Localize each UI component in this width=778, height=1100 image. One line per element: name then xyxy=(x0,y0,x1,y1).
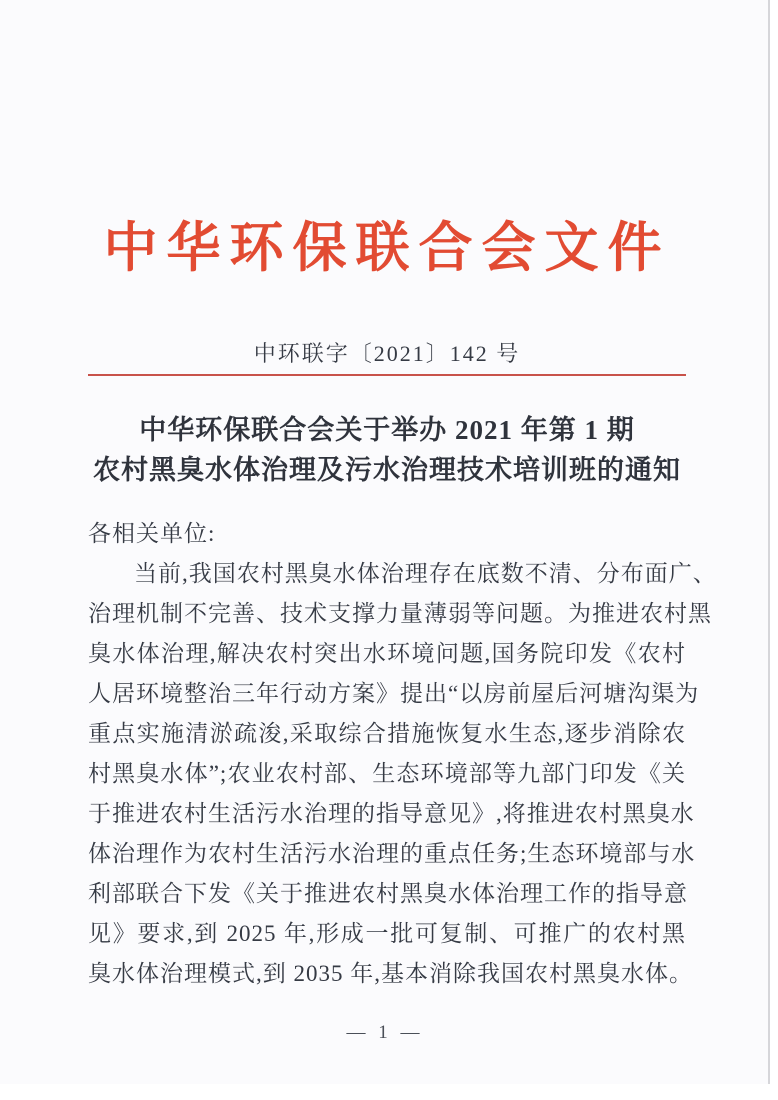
red-divider-line xyxy=(88,374,686,376)
document-number: 中环联字〔2021〕142 号 xyxy=(253,341,521,366)
body-line: 治理机制不完善、技术支撑力量薄弱等问题。为推进农村黑 xyxy=(88,601,712,626)
page-number: — 1 — xyxy=(346,1022,424,1043)
document-title-line-2: 农村黑臭水体治理及污水治理技术培训班的通知 xyxy=(93,455,681,485)
document-header-title: 中华环保联合会文件 xyxy=(103,218,671,278)
document-body xyxy=(88,514,717,994)
document-title xyxy=(88,410,686,490)
body-line: 臭水体治理,解决农村突出水环境问题,国务院印发《农村 xyxy=(88,641,686,666)
body-line: 利部联合下发《关于推进农村黑臭水体治理工作的指导意 xyxy=(88,881,688,906)
body-line: 于推进农村生活污水治理的指导意见》,将推进农村黑臭水 xyxy=(88,801,695,826)
salutation: 各相关单位: xyxy=(88,521,216,546)
body-line: 见》要求,到 2025 年,形成一批可复制、可推广的农村黑 xyxy=(88,921,686,946)
body-line: 人居环境整治三年行动方案》提出“以房前屋后河塘沟渠为 xyxy=(88,681,700,706)
body-line: 臭水体治理模式,到 2035 年,基本消除我国农村黑臭水体。 xyxy=(88,961,693,986)
document-content xyxy=(88,0,717,994)
body-line: 重点实施清淤疏浚,采取综合措施恢复水生态,逐步消除农 xyxy=(88,721,686,746)
body-line: 村黑臭水体”;农业农村部、生态环境部等九部门印发《关 xyxy=(88,761,686,786)
document-title-line-1: 中华环保联合会关于举办 2021 年第 1 期 xyxy=(139,415,635,445)
body-line: 当前,我国农村黑臭水体治理存在底数不清、分布面广、 xyxy=(134,561,717,586)
body-line: 体治理作为农村生活污水治理的重点任务;生态环境部与水 xyxy=(88,841,696,866)
